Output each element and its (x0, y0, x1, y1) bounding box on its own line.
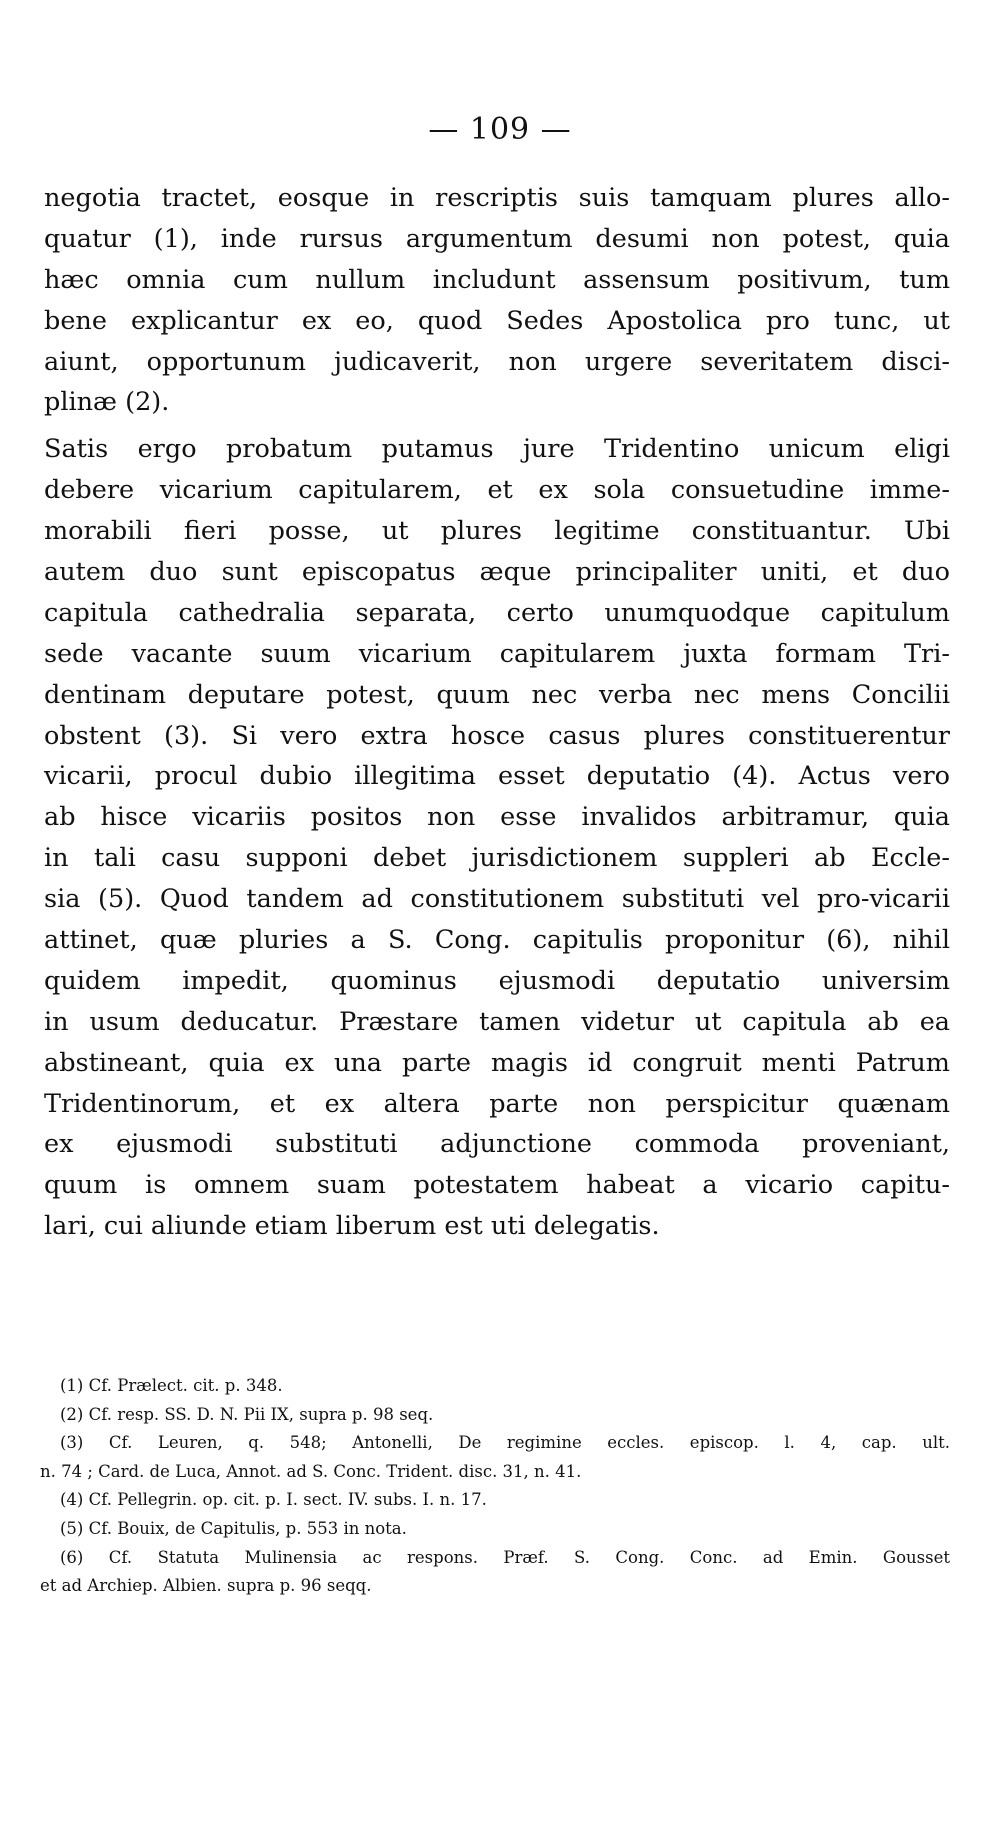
body-text (44, 178, 950, 1247)
text-line: vicarii, procul dubio illegitima esset deputatio (4). Actus vero (44, 761, 950, 792)
text-line: sede vacante suum vicarium capitularem juxta formam Tri- (44, 638, 950, 669)
text-line: dentinam deputare potest, quum nec verba nec mens Concilii (44, 679, 950, 710)
text-line: plinæ (2). (44, 387, 170, 418)
text-line: quum is omnem suam potestatem habeat a vicario capitu- (44, 1170, 950, 1201)
text-line: capitula cathedralia separata, certo unumquodque capitulum (44, 597, 950, 628)
text-line: quatur (1), inde rursus argumentum desumi non potest, quia (44, 223, 950, 254)
text-line: sia (5). Quod tandem ad constitutionem substituti vel pro-vicarii (44, 884, 950, 915)
footnote-3: (3) Cf. Leuren, q. 548; Antonelli, De regimine eccles. episcop. l. 4, cap. ult. (60, 1433, 950, 1453)
footnote-1: (1) Cf. Prælect. cit. p. 348. (60, 1376, 283, 1395)
footnote-2: (2) Cf. resp. SS. D. N. Pii IX, supra p. 98 seq. (60, 1404, 434, 1424)
text-line: bene explicantur ex eo, quod Sedes Apostolica pro tunc, ut (44, 305, 950, 336)
text-line: debere vicarium capitularem, et ex sola consuetudine imme- (44, 475, 950, 506)
text-line: ab hisce vicariis positos non esse invalidos arbitramur, quia (44, 802, 950, 833)
text-line: abstineant, quia ex una parte magis id congruit menti Patrum (44, 1047, 950, 1078)
text-line: morabili fieri posse, ut plures legitime constituantur. Ubi (44, 516, 950, 547)
text-line: ex ejusmodi substituti adjunctione commoda proveniant, (44, 1129, 950, 1160)
text-line: lari, cui aliunde etiam liberum est uti delegatis. (44, 1211, 660, 1242)
text-line: aiunt, opportunum judicaverit, non urgere severitatem disci- (44, 346, 950, 377)
footnotes (40, 1372, 950, 1601)
text-line: in usum deducatur. Præstare tamen videtur ut capitula ab ea (44, 1006, 950, 1037)
text-line: Tridentinorum, et ex altera parte non perspicitur quænam (44, 1088, 950, 1119)
paragraph-2 (44, 429, 950, 1247)
text-line: Satis ergo probatum putamus jure Tridentino unicum eligi (44, 434, 950, 465)
text-line: negotia tractet, eosque in rescriptis suis tamquam plures allo- (44, 183, 950, 213)
text-line: autem duo sunt episcopatus æque principaliter uniti, et duo (44, 557, 950, 588)
text-line: obstent (3). Si vero extra hosce casus plures constituerentur (44, 720, 950, 751)
footnote-4: (4) Cf. Pellegrin. op. cit. p. I. sect. IV. subs. I. n. 17. (60, 1490, 487, 1510)
footnote-6-continued: et ad Archiep. Albien. supra p. 96 seqq. (40, 1576, 372, 1596)
paragraph-1 (44, 178, 950, 423)
page-number: — 109 — (428, 112, 572, 147)
footnote-5: (5) Cf. Bouix, de Capitulis, p. 553 in nota. (60, 1518, 407, 1538)
text-line: attinet, quæ pluries a S. Cong. capitulis proponitur (6), nihil (44, 925, 950, 956)
footnote-6: (6) Cf. Statuta Mulinensia ac respons. Præf. S. Cong. Conc. ad Emin. Gousset (60, 1547, 950, 1567)
text-line: in tali casu supponi debet jurisdictionem suppleri ab Eccle- (44, 843, 950, 874)
text-line: quidem impedit, quominus ejusmodi deputatio universim (44, 965, 950, 996)
footnote-3-continued: n. 74 ; Card. de Luca, Annot. ad S. Conc. Trident. disc. 31, n. 41. (40, 1461, 582, 1481)
text-line: hæc omnia cum nullum includunt assensum positivum, tum (44, 264, 950, 295)
